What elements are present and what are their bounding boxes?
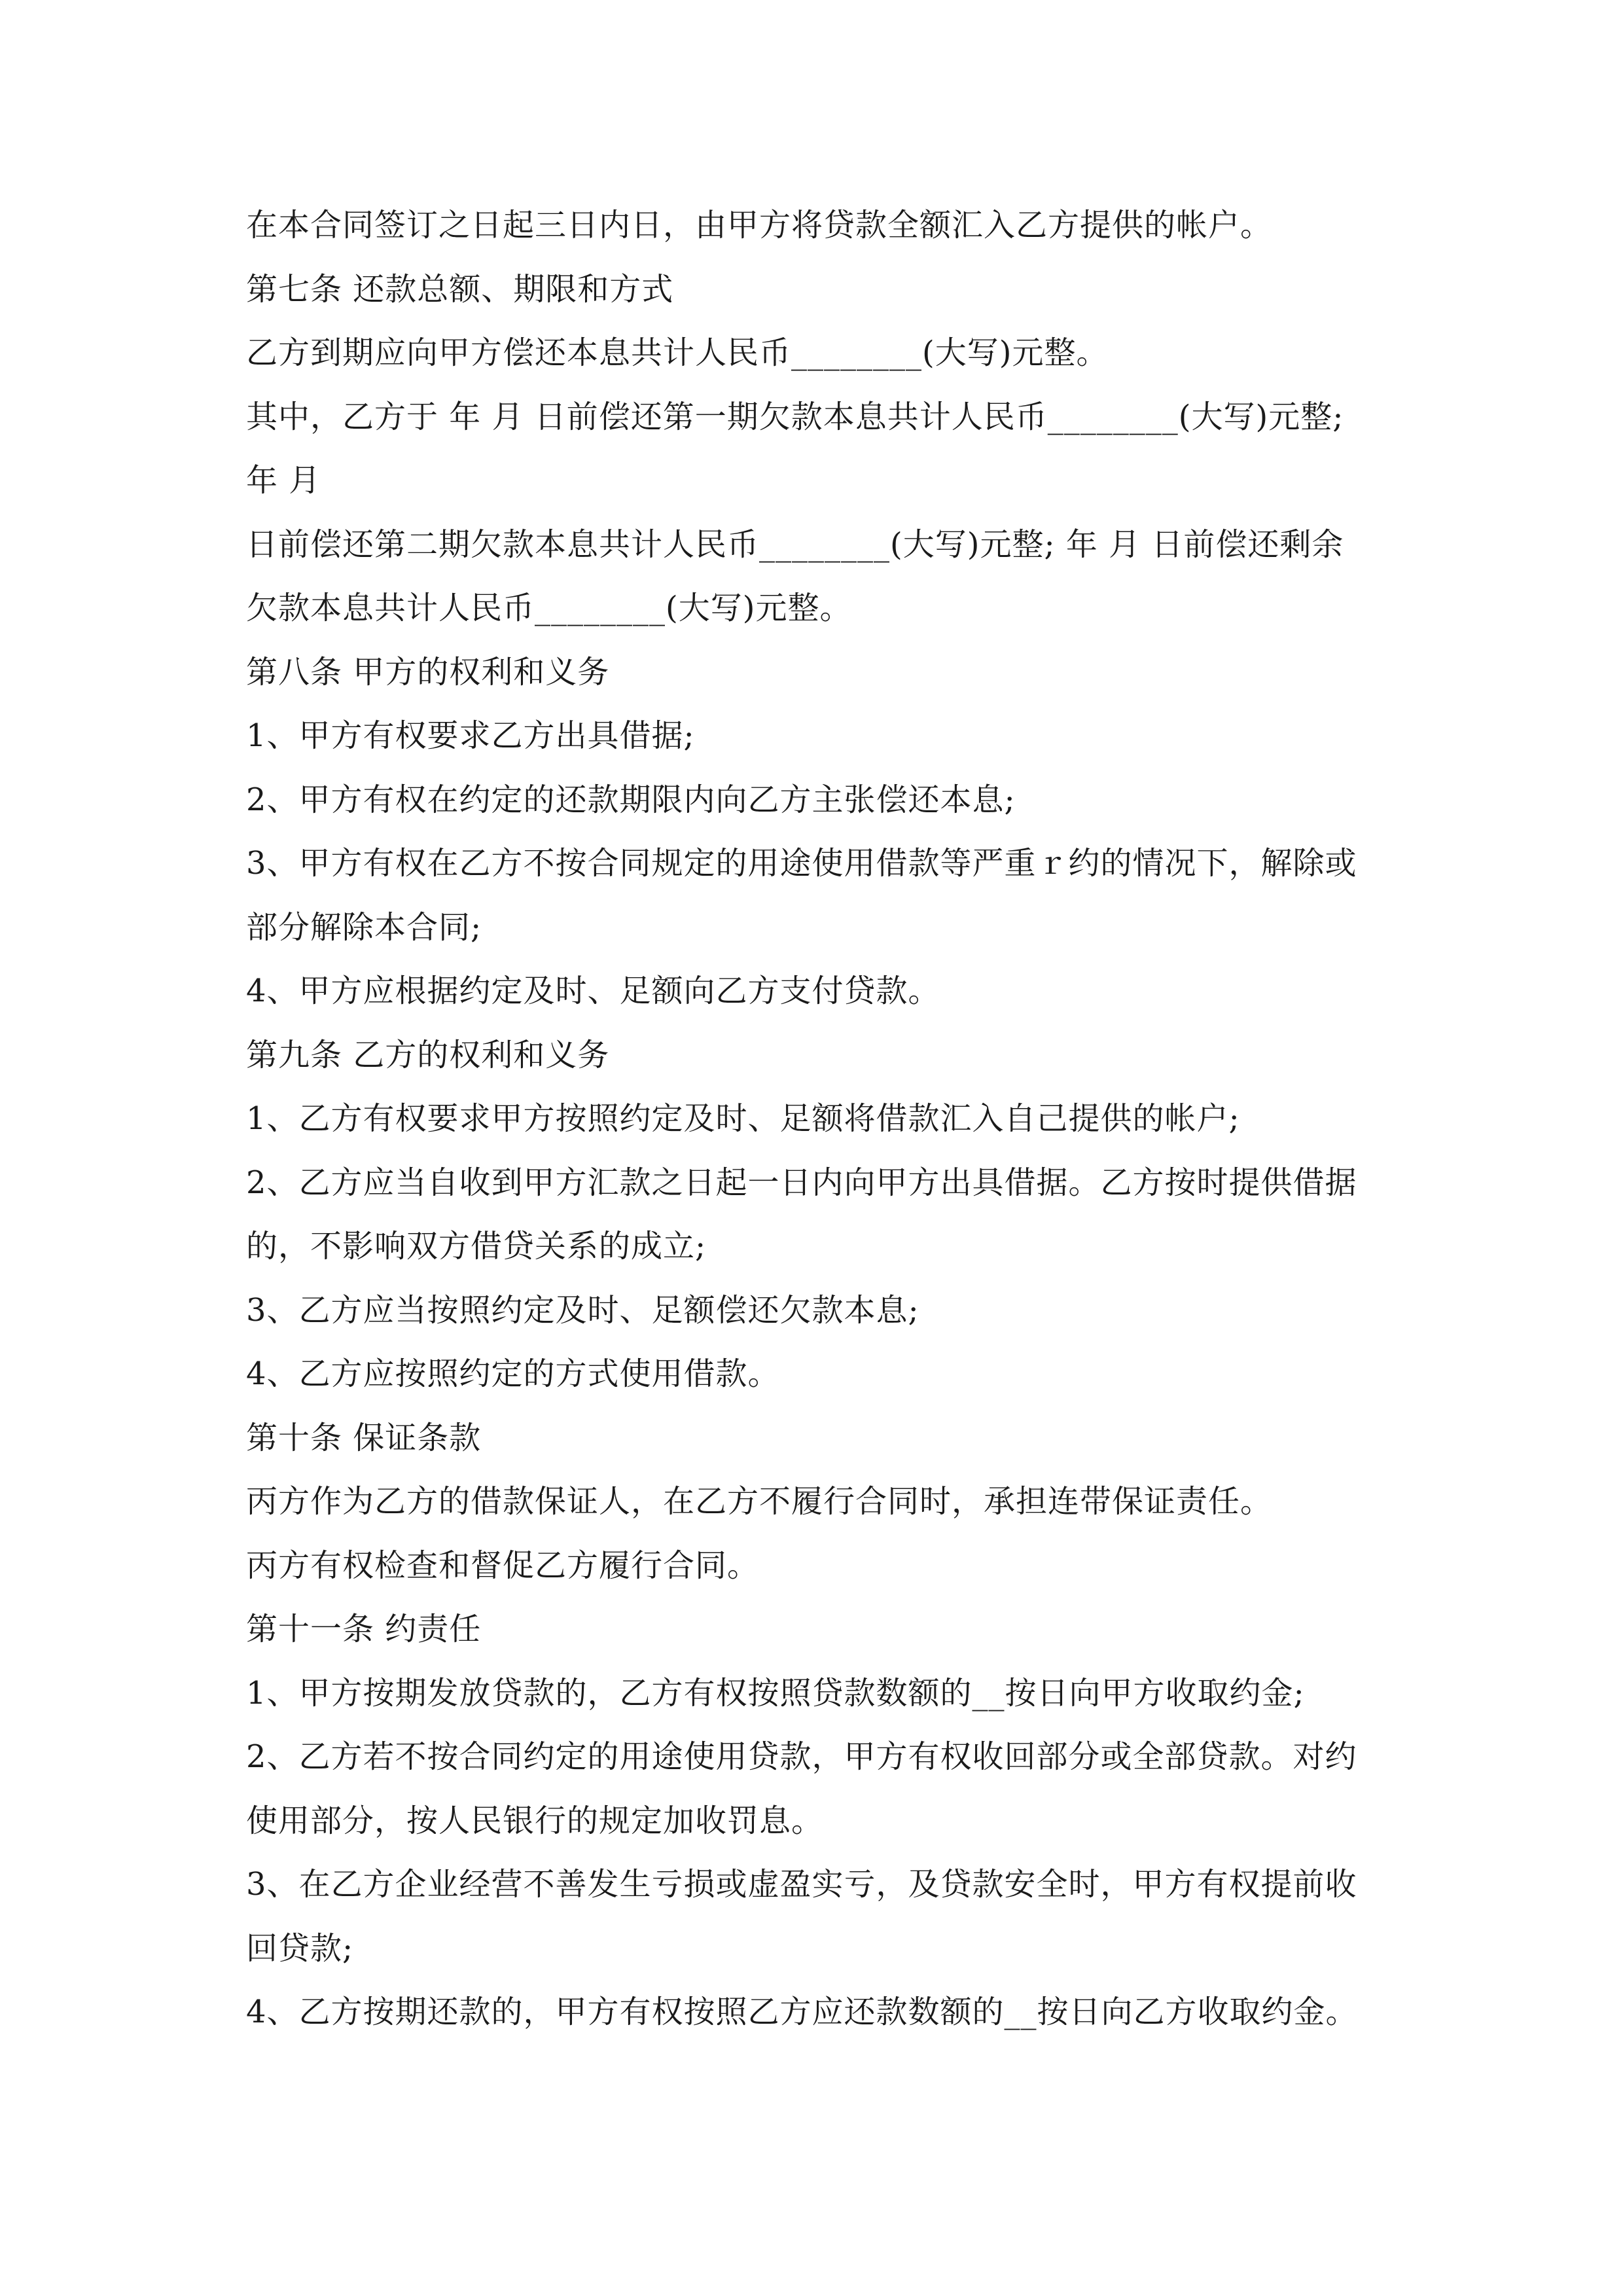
section-heading-10: 第十条 保证条款 (246, 1419, 482, 1456)
list-item: 2、乙方应当自收到甲方汇款之日起一日内向甲方出具借据。乙方按时提供借据 (246, 1164, 1357, 1201)
list-item: 3、在乙方企业经营不善发生亏损或虚盈实亏，及贷款安全时，甲方有权提前收 (246, 1866, 1357, 1903)
section-heading-7: 第七条 还款总额、期限和方式 (246, 270, 674, 308)
text-line: 其中，乙方于 年 月 日前偿还第一期欠款本息共计人民币________(大写)元整; (246, 398, 1344, 435)
list-item: 1、甲方按期发放贷款的，乙方有权按照贷款数额的__按日向甲方收取约金; (246, 1674, 1305, 1712)
text-line: 欠款本息共计人民币________(大写)元整。 (246, 590, 852, 626)
section-heading-8: 第八条 甲方的权利和义务 (246, 653, 610, 691)
section-heading-9: 第九条 乙方的权利和义务 (246, 1036, 610, 1073)
text-line: 年 月 (246, 462, 321, 499)
text-line: 部分解除本合同; (246, 908, 482, 946)
list-item: 1、乙方有权要求甲方按照约定及时、足额将借款汇入自己提供的帐户; (246, 1100, 1240, 1137)
text-line: 的，不影响双方借贷关系的成立; (246, 1228, 707, 1265)
section-heading-11: 第十一条 约责任 (246, 1611, 482, 1647)
list-item: 4、乙方按期还款的，甲方有权按照乙方应还款数额的__按日向乙方收取约金。 (246, 1994, 1358, 2030)
text-line: 使用部分，按人民银行的规定加收罚息。 (246, 1802, 824, 1839)
list-item: 2、乙方若不按合同约定的用途使用贷款，甲方有权收回部分或全部贷款。对约 (246, 1738, 1357, 1775)
list-item: 3、甲方有权在乙方不按合同规定的用途使用借款等严重ｒ约的情况下，解除或 (246, 845, 1357, 882)
document-body (246, 194, 1398, 2045)
text-line: 丙方作为乙方的借款保证人，在乙方不履行合同时，承担连带保证责任。 (246, 1483, 1273, 1520)
text-line: 丙方有权检查和督促乙方履行合同。 (246, 1547, 760, 1584)
list-item: 1、甲方有权要求乙方出具借据; (246, 717, 695, 754)
list-item: 4、甲方应根据约定及时、足额向乙方支付贷款。 (246, 973, 940, 1009)
text-line: 在本合同签订之日起三日内日，由甲方将贷款全额汇入乙方提供的帐户。 (246, 207, 1273, 243)
list-item: 2、甲方有权在约定的还款期限内向乙方主张偿还本息; (246, 781, 1016, 818)
text-line: 回贷款; (246, 1929, 354, 1967)
text-line: 日前偿还第二期欠款本息共计人民币________(大写)元整; 年 月 日前偿还剩余 (246, 526, 1344, 563)
list-item: 3、乙方应当按照约定及时、足额偿还欠款本息; (246, 1291, 919, 1329)
text-line: 乙方到期应向甲方偿还本息共计人民币________(大写)元整。 (246, 334, 1109, 371)
list-item: 4、乙方应按照约定的方式使用借款。 (246, 1355, 780, 1392)
